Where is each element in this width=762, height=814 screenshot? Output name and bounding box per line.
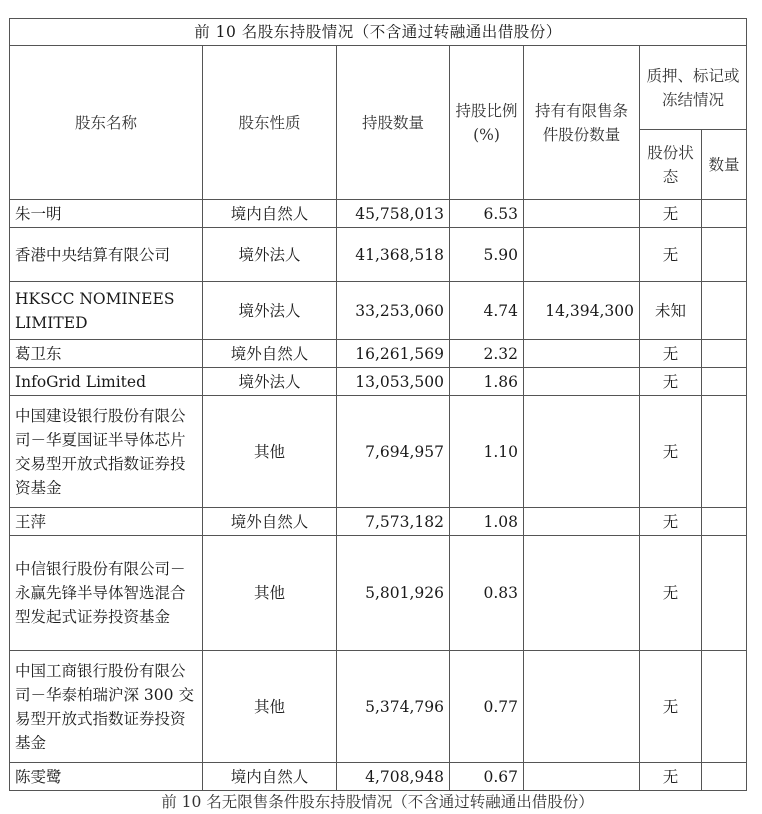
cell-restricted-shares (524, 651, 640, 763)
header-nature: 股东性质 (203, 46, 337, 200)
cell-pledge-count (702, 282, 747, 340)
cell-pledge-count (702, 200, 747, 228)
table-row (10, 200, 747, 228)
cell-shareholder-nature: 境外法人 (203, 282, 337, 340)
cell-shareholder-nature: 境外法人 (203, 228, 337, 282)
cell-pledge-status: 无 (640, 536, 702, 651)
cell-shareholder-name: 朱一明 (10, 200, 203, 228)
table-row (10, 536, 747, 651)
cell-restricted-shares (524, 368, 640, 396)
cell-shareholder-nature: 境外自然人 (203, 508, 337, 536)
table-row (10, 763, 747, 791)
cell-restricted-shares (524, 228, 640, 282)
cell-restricted-shares (524, 340, 640, 368)
cell-pledge-status: 无 (640, 228, 702, 282)
cell-share-count: 7,573,182 (337, 508, 450, 536)
cell-shareholder-name: HKSCC NOMINEES LIMITED (10, 282, 203, 340)
cell-pledge-count (702, 536, 747, 651)
cell-restricted-shares: 14,394,300 (524, 282, 640, 340)
cell-restricted-shares (524, 396, 640, 508)
cell-shareholder-nature: 其他 (203, 536, 337, 651)
cell-restricted-shares (524, 763, 640, 791)
header-ratio: 持股比例(%) (450, 46, 524, 200)
header-pledge: 质押、标记或冻结情况 (640, 46, 747, 130)
table-body (10, 200, 747, 791)
cell-share-ratio: 6.53 (450, 200, 524, 228)
next-table-title: 前 10 名无限售条件股东持股情况（不含通过转融通出借股份） (161, 793, 594, 811)
cell-shareholder-name: 中信银行股份有限公司－永赢先锋半导体智选混合型发起式证券投资基金 (10, 536, 203, 651)
cell-shareholder-name: InfoGrid Limited (10, 368, 203, 396)
cell-share-count: 45,758,013 (337, 200, 450, 228)
cell-pledge-count (702, 396, 747, 508)
cell-shareholder-name: 香港中央结算有限公司 (10, 228, 203, 282)
header-name: 股东名称 (10, 46, 203, 200)
cell-share-ratio: 5.90 (450, 228, 524, 282)
cell-pledge-status: 无 (640, 508, 702, 536)
table-row (10, 368, 747, 396)
cell-pledge-count (702, 763, 747, 791)
cell-pledge-count (702, 228, 747, 282)
table-title: 前 10 名股东持股情况（不含通过转融通出借股份） (10, 19, 747, 46)
cell-share-ratio: 1.08 (450, 508, 524, 536)
cell-shareholder-name: 陈雯鹭 (10, 763, 203, 791)
cell-shareholder-name: 王萍 (10, 508, 203, 536)
cell-pledge-status: 未知 (640, 282, 702, 340)
cell-pledge-status: 无 (640, 340, 702, 368)
cell-share-count: 41,368,518 (337, 228, 450, 282)
cell-share-ratio: 0.77 (450, 651, 524, 763)
cell-pledge-count (702, 508, 747, 536)
table-row (10, 651, 747, 763)
cell-share-ratio: 2.32 (450, 340, 524, 368)
cell-share-count: 16,261,569 (337, 340, 450, 368)
header-restricted: 持有有限售条件股份数量 (524, 46, 640, 200)
header-shares: 持股数量 (337, 46, 450, 200)
cell-pledge-status: 无 (640, 200, 702, 228)
cell-share-count: 5,374,796 (337, 651, 450, 763)
cell-pledge-status: 无 (640, 368, 702, 396)
table-row (10, 508, 747, 536)
cell-share-count: 4,708,948 (337, 763, 450, 791)
cell-share-ratio: 0.67 (450, 763, 524, 791)
cell-share-ratio: 0.83 (450, 536, 524, 651)
cell-share-count: 7,694,957 (337, 396, 450, 508)
cell-shareholder-name: 中国工商银行股份有限公司－华泰柏瑞沪深 300 交易型开放式指数证券投资基金 (10, 651, 203, 763)
cell-shareholder-name: 中国建设银行股份有限公司－华夏国证半导体芯片交易型开放式指数证券投资基金 (10, 396, 203, 508)
cell-share-count: 13,053,500 (337, 368, 450, 396)
cell-share-ratio: 1.10 (450, 396, 524, 508)
cell-shareholder-nature: 其他 (203, 396, 337, 508)
cell-pledge-count (702, 340, 747, 368)
cell-restricted-shares (524, 508, 640, 536)
cell-pledge-count (702, 651, 747, 763)
cell-pledge-count (702, 368, 747, 396)
cell-pledge-status: 无 (640, 763, 702, 791)
cell-share-ratio: 1.86 (450, 368, 524, 396)
cell-shareholder-nature: 境内自然人 (203, 200, 337, 228)
cell-shareholder-nature: 其他 (203, 651, 337, 763)
header-pledge-status: 股份状态 (640, 130, 702, 200)
shareholders-table (9, 18, 747, 791)
cell-shareholder-name: 葛卫东 (10, 340, 203, 368)
cell-shareholder-nature: 境外自然人 (203, 340, 337, 368)
table-row (10, 228, 747, 282)
cell-restricted-shares (524, 536, 640, 651)
cell-pledge-status: 无 (640, 396, 702, 508)
table-row (10, 282, 747, 340)
cell-share-count: 33,253,060 (337, 282, 450, 340)
cell-share-ratio: 4.74 (450, 282, 524, 340)
table-row (10, 340, 747, 368)
cell-restricted-shares (524, 200, 640, 228)
header-pledge-count: 数量 (702, 130, 747, 200)
cell-share-count: 5,801,926 (337, 536, 450, 651)
table-row (10, 396, 747, 508)
cell-pledge-status: 无 (640, 651, 702, 763)
cell-shareholder-nature: 境外法人 (203, 368, 337, 396)
cell-shareholder-nature: 境内自然人 (203, 763, 337, 791)
